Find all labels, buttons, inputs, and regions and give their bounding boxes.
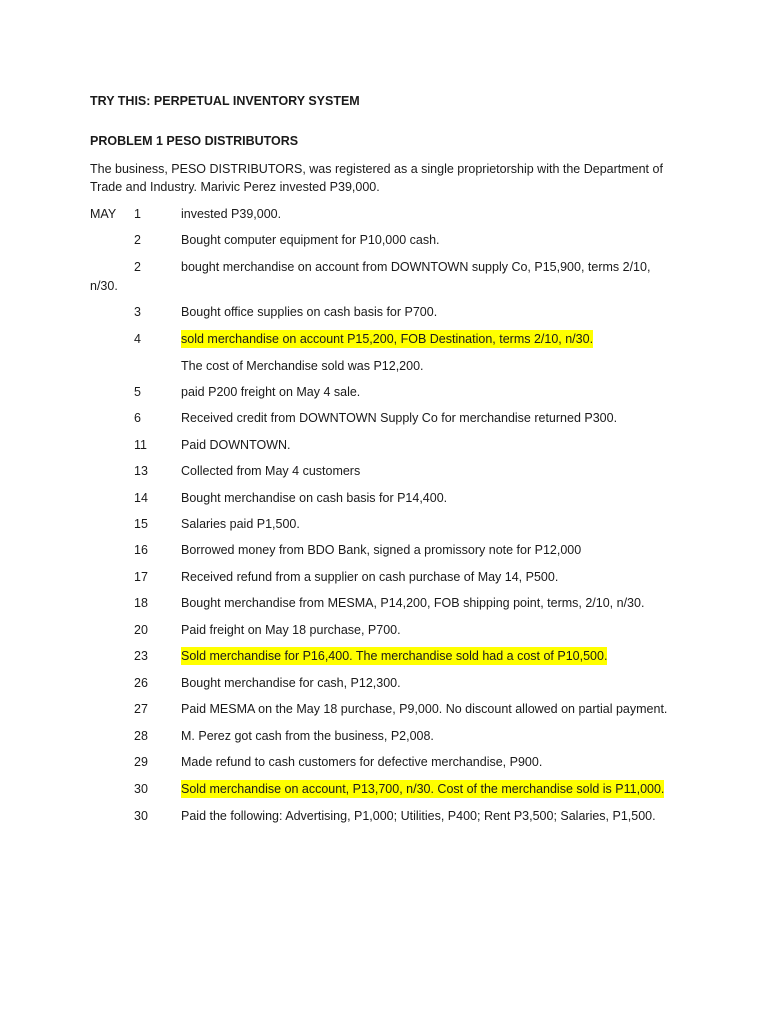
transaction-text: invested P39,000.	[181, 207, 282, 221]
transaction-row	[0, 647, 768, 665]
transaction-text: Salaries paid P1,500.	[181, 517, 300, 531]
transaction-day: 27	[134, 702, 148, 716]
transaction-text-continued: n/30.	[90, 279, 118, 293]
transaction-text: Bought merchandise from MESMA, P14,200, FOB shipping point, terms, 2/10, n/30.	[181, 596, 645, 610]
transaction-row	[0, 303, 768, 321]
transaction-day: 30	[134, 782, 148, 796]
transaction-row	[0, 753, 768, 771]
intro-line: Trade and Industry. Marivic Perez invested P39,000.	[90, 180, 380, 194]
transaction-row	[0, 700, 768, 718]
transaction-text: Bought computer equipment for P10,000 cash.	[181, 233, 440, 247]
transaction-day: 6	[134, 411, 141, 425]
transaction-row	[0, 357, 768, 375]
transaction-row	[0, 727, 768, 745]
transaction-text: Paid the following: Advertising, P1,000; Utilities, P400; Rent P3,500; Salaries, P1,500.	[181, 809, 656, 823]
problem-title: PROBLEM 1 PESO DISTRIBUTORS	[90, 134, 299, 148]
transaction-row	[0, 436, 768, 454]
month-label: MAY	[90, 207, 117, 221]
transaction-day: 4	[134, 332, 141, 346]
transaction-row	[0, 674, 768, 692]
transaction-row	[0, 568, 768, 586]
transaction-row	[0, 231, 768, 249]
transaction-day: 18	[134, 596, 148, 610]
transaction-row	[0, 541, 768, 559]
transaction-text: The cost of Merchandise sold was P12,200.	[181, 359, 424, 373]
transaction-row	[0, 489, 768, 507]
transaction-text: Received refund from a supplier on cash purchase of May 14, P500.	[181, 570, 559, 584]
transaction-text: bought merchandise on account from DOWNTOWN supply Co, P15,900, terms 2/10,	[181, 260, 651, 274]
transaction-row	[0, 780, 768, 798]
transaction-row	[0, 383, 768, 401]
transaction-row	[0, 807, 768, 825]
transaction-row	[0, 205, 768, 223]
transaction-day: 20	[134, 623, 148, 637]
intro-paragraph	[90, 160, 690, 196]
document-title: TRY THIS: PERPETUAL INVENTORY SYSTEM	[90, 94, 360, 108]
transaction-day: 26	[134, 676, 148, 690]
transaction-row	[0, 258, 768, 276]
transaction-text: Paid MESMA on the May 18 purchase, P9,000. No discount allowed on partial payment.	[181, 702, 668, 716]
transaction-text: Borrowed money from BDO Bank, signed a promissory note for P12,000	[181, 543, 582, 557]
highlighted-transaction-text: Sold merchandise for P16,400. The merchandise sold had a cost of P10,500.	[181, 649, 608, 663]
transaction-day: 14	[134, 491, 148, 505]
transaction-day: 1	[134, 207, 141, 221]
transaction-row	[0, 409, 768, 427]
intro-line: The business, PESO DISTRIBUTORS, was registered as a single proprietorship with the Department of	[90, 162, 663, 176]
transaction-day: 16	[134, 543, 148, 557]
transaction-text: Received credit from DOWNTOWN Supply Co for merchandise returned P300.	[181, 411, 618, 425]
transaction-continuation	[0, 277, 768, 295]
transaction-text: Paid DOWNTOWN.	[181, 438, 291, 452]
transaction-text: Made refund to cash customers for defective merchandise, P900.	[181, 755, 543, 769]
transaction-text: Bought merchandise on cash basis for P14,400.	[181, 491, 448, 505]
transaction-day: 11	[134, 438, 147, 452]
transaction-day: 3	[134, 305, 141, 319]
transaction-day: 17	[134, 570, 148, 584]
transaction-day: 30	[134, 809, 148, 823]
transaction-day: 29	[134, 755, 148, 769]
transaction-day: 13	[134, 464, 148, 478]
transaction-row	[0, 594, 768, 612]
transaction-text: Paid freight on May 18 purchase, P700.	[181, 623, 401, 637]
transaction-row	[0, 515, 768, 533]
transaction-day: 2	[134, 260, 141, 274]
transaction-day: 2	[134, 233, 141, 247]
transaction-day: 23	[134, 649, 148, 663]
transaction-day: 28	[134, 729, 148, 743]
transaction-row	[0, 621, 768, 639]
transaction-day: 15	[134, 517, 148, 531]
transaction-row	[0, 462, 768, 480]
highlighted-transaction-text: sold merchandise on account P15,200, FOB Destination, terms 2/10, n/30.	[181, 332, 594, 346]
transaction-text: Collected from May 4 customers	[181, 464, 361, 478]
highlighted-transaction-text: Sold merchandise on account, P13,700, n/30. Cost of the merchandise sold is P11,000.	[181, 782, 665, 796]
transaction-text: Bought merchandise for cash, P12,300.	[181, 676, 401, 690]
transaction-text: M. Perez got cash from the business, P2,008.	[181, 729, 434, 743]
transaction-text: Bought office supplies on cash basis for P700.	[181, 305, 438, 319]
transaction-row	[0, 330, 768, 348]
transaction-day: 5	[134, 385, 141, 399]
transaction-text: paid P200 freight on May 4 sale.	[181, 385, 361, 399]
